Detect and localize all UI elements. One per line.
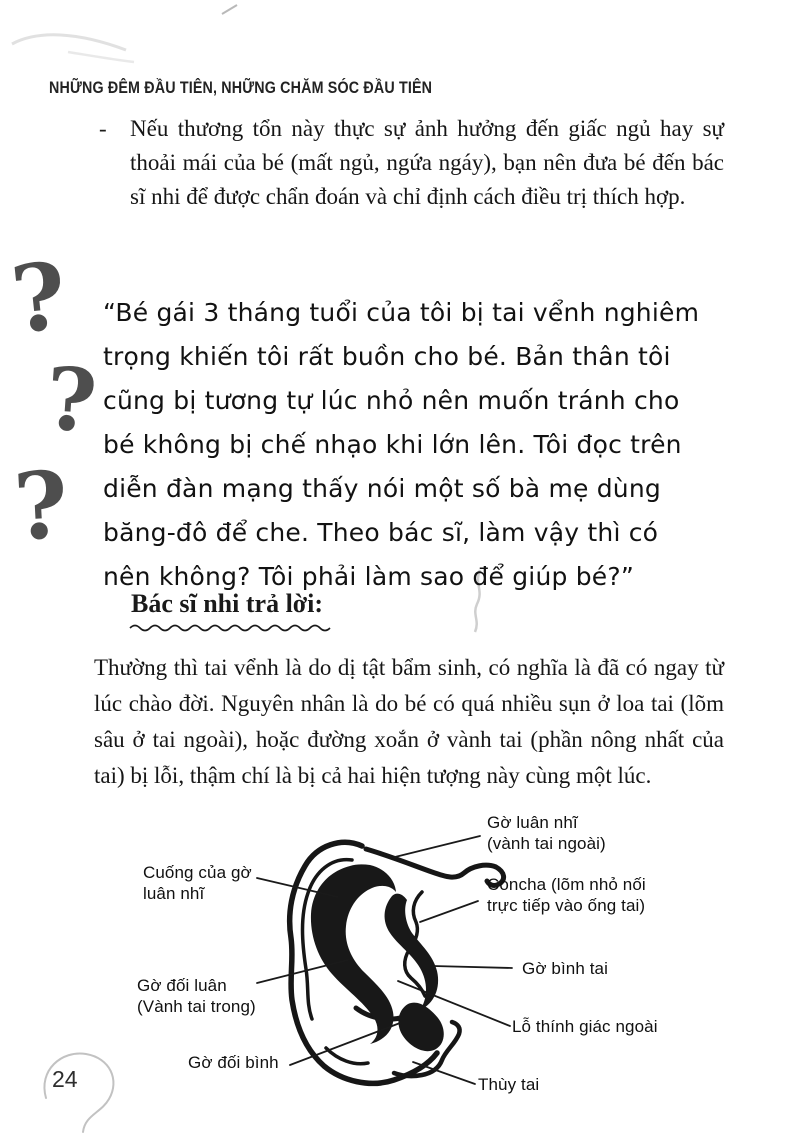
label-go-luan-nhi: Gờ luân nhĩ (vành tai ngoài)	[487, 813, 606, 853]
scan-smudge-top-left	[8, 22, 148, 67]
question-mark-icon: ?	[42, 348, 100, 453]
running-head: NHỮNG ĐÊM ĐẦU TIÊN, NHỮNG CHĂM SÓC ĐẦU TIÊN	[49, 78, 433, 97]
ear-lobe-inner-line	[326, 1048, 368, 1064]
label-go-doi-luan: Gờ đối luân (Vành tai trong)	[137, 976, 256, 1016]
bullet-text: Nếu thương tổn này thực sự ảnh hưởng đến giấc ngủ hay sự thoải mái của bé (mất ngủ, ngứa ngáy), bạn nên đưa bé đến bác sĩ nhi để được chẩn đoán và chỉ định cách điều trị thích hợp.	[130, 116, 724, 209]
ear-illustration	[60, 810, 760, 1136]
doctor-answer-text: Thường thì tai vểnh là do dị tật bẩm sinh, có nghĩa là đã có ngay từ lúc chào đời. Nguyên nhân là do bé có quá nhiều sụn ở loa tai (lõm sâu ở tai ngoài), hoặc đường xoắn ở vành tai (phần nông nhất của tai) bị lỗi, thậm chí là bị cả hai hiện tượng này cùng một lúc.	[94, 655, 724, 788]
leader-line-concha	[420, 901, 478, 922]
outline-question-mark-icon	[32, 1046, 128, 1136]
question-mark-icon: ?	[11, 450, 71, 562]
ear-concha-shadow	[385, 894, 439, 1010]
reader-question: “Bé gái 3 tháng tuổi của tôi bị tai vểnh nghiêm trọng khiến tôi rất buồn cho bé. Bản thân tôi cũng bị tương tự lúc nhỏ nên muốn tránh cho bé không bị chế nhạo khi lớn lên. Tôi đọc trên diễn đàn mạng thấy nói một số bà mẹ dùng băng-đô để che. Theo bác sĩ, làm vậy thì có nên không? Tôi phải làm sao để giúp bé?”	[103, 298, 700, 591]
label-go-doi-binh: Gờ đối bình	[188, 1053, 279, 1072]
scan-tick-top	[218, 2, 242, 18]
ear-meatus-shadow	[398, 1003, 443, 1052]
label-cuong-cua-go-luan-nhi: Cuống của gờ luân nhĩ	[143, 863, 252, 903]
label-go-binh-tai: Gờ bình tai	[522, 959, 608, 978]
doctor-answer-heading: Bác sĩ nhi trả lời:	[131, 589, 324, 618]
label-concha: Concha (lõm nhỏ nối trực tiếp vào ống tai)	[487, 875, 646, 915]
bullet-marker: -	[99, 116, 107, 141]
ear-antihelix-shadow	[311, 864, 396, 1044]
leader-line-helix	[395, 836, 480, 857]
bullet-item	[99, 112, 724, 214]
label-thuy-tai: Thùy tai	[478, 1075, 540, 1094]
leader-line-tragus	[433, 966, 512, 968]
label-lo-thinh-giac-ngoai: Lỗ thính giác ngoài	[512, 1017, 658, 1036]
question-mark-icon: ?	[6, 241, 72, 355]
page-number: 24	[52, 1066, 78, 1092]
wavy-underline	[128, 623, 338, 633]
